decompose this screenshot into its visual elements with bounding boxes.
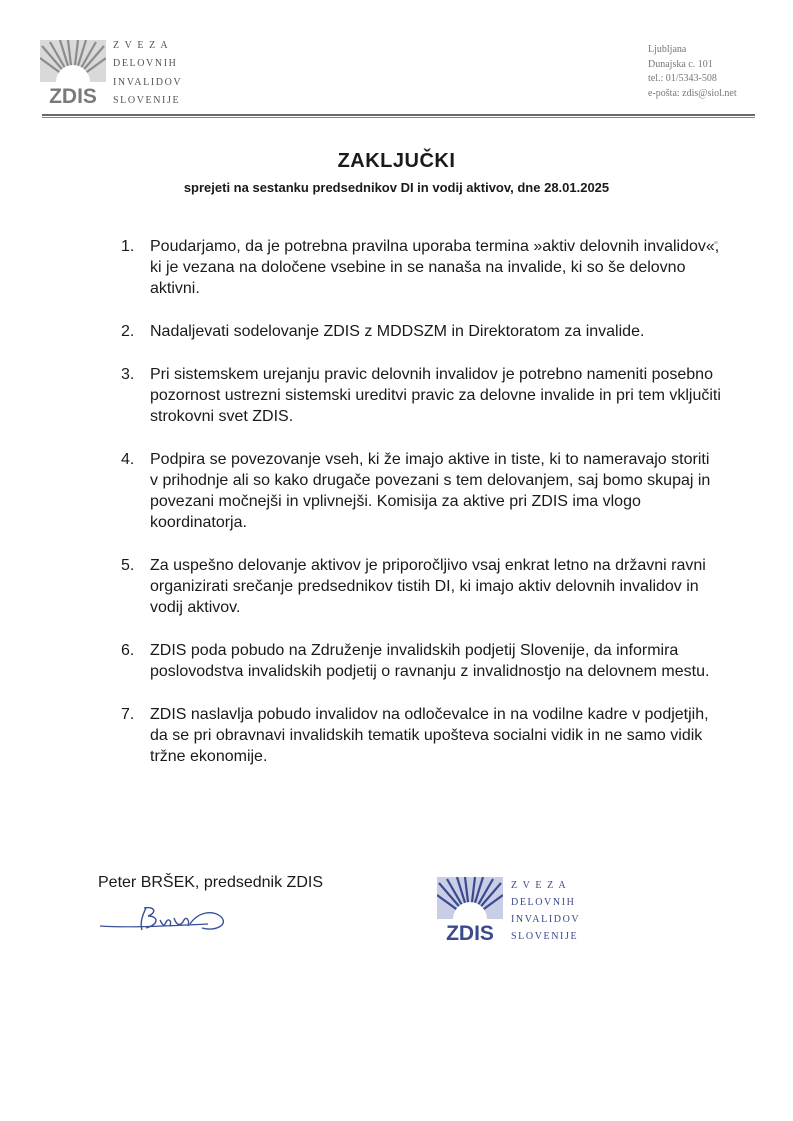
item-number: 3. xyxy=(121,366,135,383)
header-divider xyxy=(42,114,755,116)
handwritten-signature xyxy=(98,900,238,942)
contact-phone: tel.: 01/5343-508 xyxy=(648,73,717,84)
zdis-logo xyxy=(40,40,106,106)
list-item xyxy=(121,236,721,299)
contact-email: e-pošta: zdis@siol.net xyxy=(648,87,737,99)
list-item xyxy=(121,321,721,342)
item-text: Za uspešno delovanje aktivov je priporočljivo vsaj enkrat letno na državni ravni organizirati srečanje predsednikov tistih DI, ki imajo aktiv delovnih invalidov in vodij aktivov. xyxy=(150,557,706,616)
contact-info xyxy=(648,43,737,101)
stamp-org-name xyxy=(511,877,580,945)
list-item xyxy=(121,449,721,533)
item-text: Poudarjamo, da je potrebna pravilna uporaba termina »aktiv delovnih invalidov«, ki je vezana na določene vsebine in se nanaša na invalide, ki so še delovno aktivni. xyxy=(150,238,720,297)
org-line: INVALIDOV xyxy=(113,76,183,88)
header-divider-accent xyxy=(42,117,755,118)
list-item xyxy=(121,555,721,618)
conclusions-list xyxy=(121,236,721,789)
list-item xyxy=(121,704,721,767)
item-text: Pri sistemskem urejanju pravic delovnih invalidov je potrebno nameniti posebno pozornost ustrezni sistemski ureditvi pravic za delovne invalide in pri tem vključiti strokovni svet ZDIS. xyxy=(150,366,721,425)
item-number: 5. xyxy=(121,557,135,574)
svg-text:ZDIS: ZDIS xyxy=(49,85,97,106)
item-number: 2. xyxy=(121,323,135,340)
org-line: Z V E Z A xyxy=(113,40,170,51)
item-number: 4. xyxy=(121,451,135,468)
signer-name: Peter BRŠEK, predsednik ZDIS xyxy=(98,874,323,891)
item-number: 1. xyxy=(121,238,135,255)
list-item xyxy=(121,640,721,682)
stamp-line: DELOVNIH xyxy=(511,897,576,908)
official-stamp xyxy=(437,877,597,957)
svg-text:ZDIS: ZDIS xyxy=(446,922,494,943)
list-item xyxy=(121,364,721,427)
stamp-zdis-logo xyxy=(437,877,503,943)
contact-address: Dunajska c. 101 xyxy=(648,58,713,70)
org-line: DELOVNIH xyxy=(113,58,178,70)
stamp-line: INVALIDOV xyxy=(511,914,581,925)
letterhead xyxy=(0,0,793,125)
item-text: Nadaljevati sodelovanje ZDIS z MDDSZM in Direktoratom za invalide. xyxy=(150,323,645,340)
org-line: SLOVENIJE xyxy=(113,94,181,106)
stamp-line: Z V E Z A xyxy=(511,880,568,891)
item-text: ZDIS naslavlja pobudo invalidov na odločevalce in na vodilne kadre v podjetjih, da se pri obravnavi invalidskih tematik upošteva socialni vidik in ne samo vidik tržne ekonomije. xyxy=(150,706,709,765)
item-text: ZDIS poda pobudo na Združenje invalidskih podjetij Slovenije, da informira poslovodstva invalidskih podjetij o ravnanju z invalidnostjo na delovnem mestu. xyxy=(150,642,710,680)
item-text: Podpira se povezovanje vseh, ki že imajo aktive in tiste, ki to nameravajo storiti v prihodnje ali so kako drugače povezani s tem delovanjem, saj bomo skupaj in povezani močnejši in vplivnejši. Komisija za aktive pri ZDIS ima vlogo koordinatorja. xyxy=(150,451,711,531)
stamp-line: SLOVENIJE xyxy=(511,931,579,942)
document-subtitle: sprejeti na sestanku predsednikov DI in vodij aktivov, dne 28.01.2025 xyxy=(183,180,610,195)
document-title: ZAKLJUČKI xyxy=(337,150,456,172)
item-number: 7. xyxy=(121,706,135,723)
item-number: 6. xyxy=(121,642,135,659)
contact-city: Ljubljana xyxy=(648,44,687,55)
org-name xyxy=(113,37,182,110)
